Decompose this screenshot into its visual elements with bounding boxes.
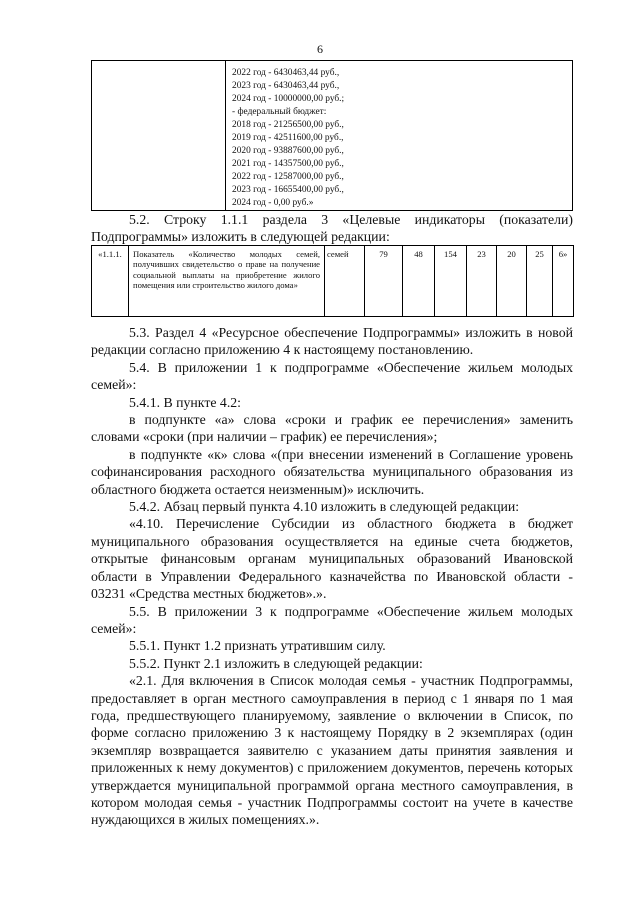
indicator-unit: семей	[325, 246, 365, 317]
budget-line: 2022 год - 6430463,44 руб.,	[232, 68, 340, 78]
indicator-description: Показатель «Количество молодых семей, получивших свидетельство о праве на получение социальной выплаты на приобретение жилого помещения или строительство жилого дома»	[129, 246, 325, 317]
funding-table-values-cell	[226, 61, 573, 211]
budget-line: 2020 год - 93887600,00 руб.,	[232, 146, 344, 156]
paragraph: 5.5.2. Пункт 2.1 изложить в следующей редакции:	[129, 655, 423, 671]
paragraph: «4.10. Перечисление Субсидии из областного бюджета в бюджет муниципального образования осуществляется на единые счета бюджетов, открытые финансовым органам муниципальных образований Ивановской области в Управлении Федерального казначейства по Ивановской области - 03231 «Средства местных бюджетов».».	[91, 516, 573, 602]
paragraph: в подпункте «а» слова «сроки и график ее перечисления» заменить словами «сроки (при наличии – график) ее перечисления»;	[91, 412, 573, 445]
page-number: 6	[317, 42, 323, 56]
budget-line: 2019 год - 42511600,00 руб.,	[232, 133, 344, 143]
indicator-value: 154	[435, 246, 467, 317]
paragraph: «2.1. Для включения в Список молодая семья - участник Подпрограммы, предоставляет в орган местного самоуправления в период с 1 января по 1 мая года, предшествующего планируемому, заявление о включении в Список, по форме согласно приложению 3 к настоящему Порядку в 2 экземплярах (один экземпляр возвращается заявителю с указанием даты принятия заявления и приложенных к нему документов) с приложением документов, перечень которых утверждается муниципальной программой органа местного самоуправления, в котором молодая семья - участник Подпрограммы состоит на учете в качестве нуждающихся в жилых помещениях.».	[91, 673, 573, 828]
indicator-value: 20	[497, 246, 527, 317]
indicator-row	[92, 246, 574, 317]
paragraph: 5.4.1. В пункте 4.2:	[129, 394, 242, 410]
paragraph: 5.2. Строку 1.1.1 раздела 3 «Целевые индикаторы (показатели) Подпрограммы» изложить в следующей редакции:	[91, 212, 573, 245]
paragraph: 5.4.2. Абзац первый пункта 4.10 изложить в следующей редакции:	[129, 499, 520, 515]
budget-lines	[226, 61, 572, 210]
paragraph: 5.4. В приложении 1 к подпрограмме «Обеспечение жильем молодых семей»:	[91, 359, 573, 393]
indicator-value: 6»	[553, 246, 574, 317]
paragraph: 5.5.1. Пункт 1.2 признать утратившим силу.	[129, 638, 386, 654]
paragraph: 5.5. В приложении 3 к подпрограмме «Обеспечение жильем молодых семей»:	[91, 603, 573, 636]
budget-line: 2022 год - 12587000,00 руб.,	[232, 172, 344, 182]
budget-line: 2021 год - 14357500,00 руб.,	[232, 159, 344, 169]
funding-table	[91, 60, 573, 211]
budget-line: 2023 год - 6430463,44 руб.,	[232, 81, 340, 91]
indicator-value: 23	[467, 246, 497, 317]
budget-line: 2024 год - 10000000,00 руб.;	[232, 94, 345, 104]
budget-line: 2024 год - 0,00 руб.»	[232, 198, 314, 208]
indicator-value: 25	[527, 246, 553, 317]
budget-line: 2018 год - 21256500,00 руб.,	[232, 120, 344, 130]
indicator-value: 79	[365, 246, 403, 317]
indicator-number: «1.1.1.	[92, 246, 129, 317]
indicator-table	[91, 245, 574, 317]
paragraph: 5.3. Раздел 4 «Ресурсное обеспечение Подпрограммы» изложить в новой редакции согласно приложению 4 к настоящему постановлению.	[91, 325, 573, 358]
paragraph: в подпункте «к» слова «(при внесении изменений в Соглашение уровень софинансирования расходного обязательства муниципального образования из областного бюджета остается неизменным)» исключить.	[91, 446, 573, 497]
indicator-value: 48	[403, 246, 435, 317]
main-text	[91, 324, 573, 829]
budget-line: - федеральный бюджет:	[232, 107, 327, 117]
budget-line: 2023 год - 16655400,00 руб.,	[232, 185, 344, 195]
funding-table-empty-cell	[92, 61, 226, 211]
section-5-2	[91, 211, 573, 246]
